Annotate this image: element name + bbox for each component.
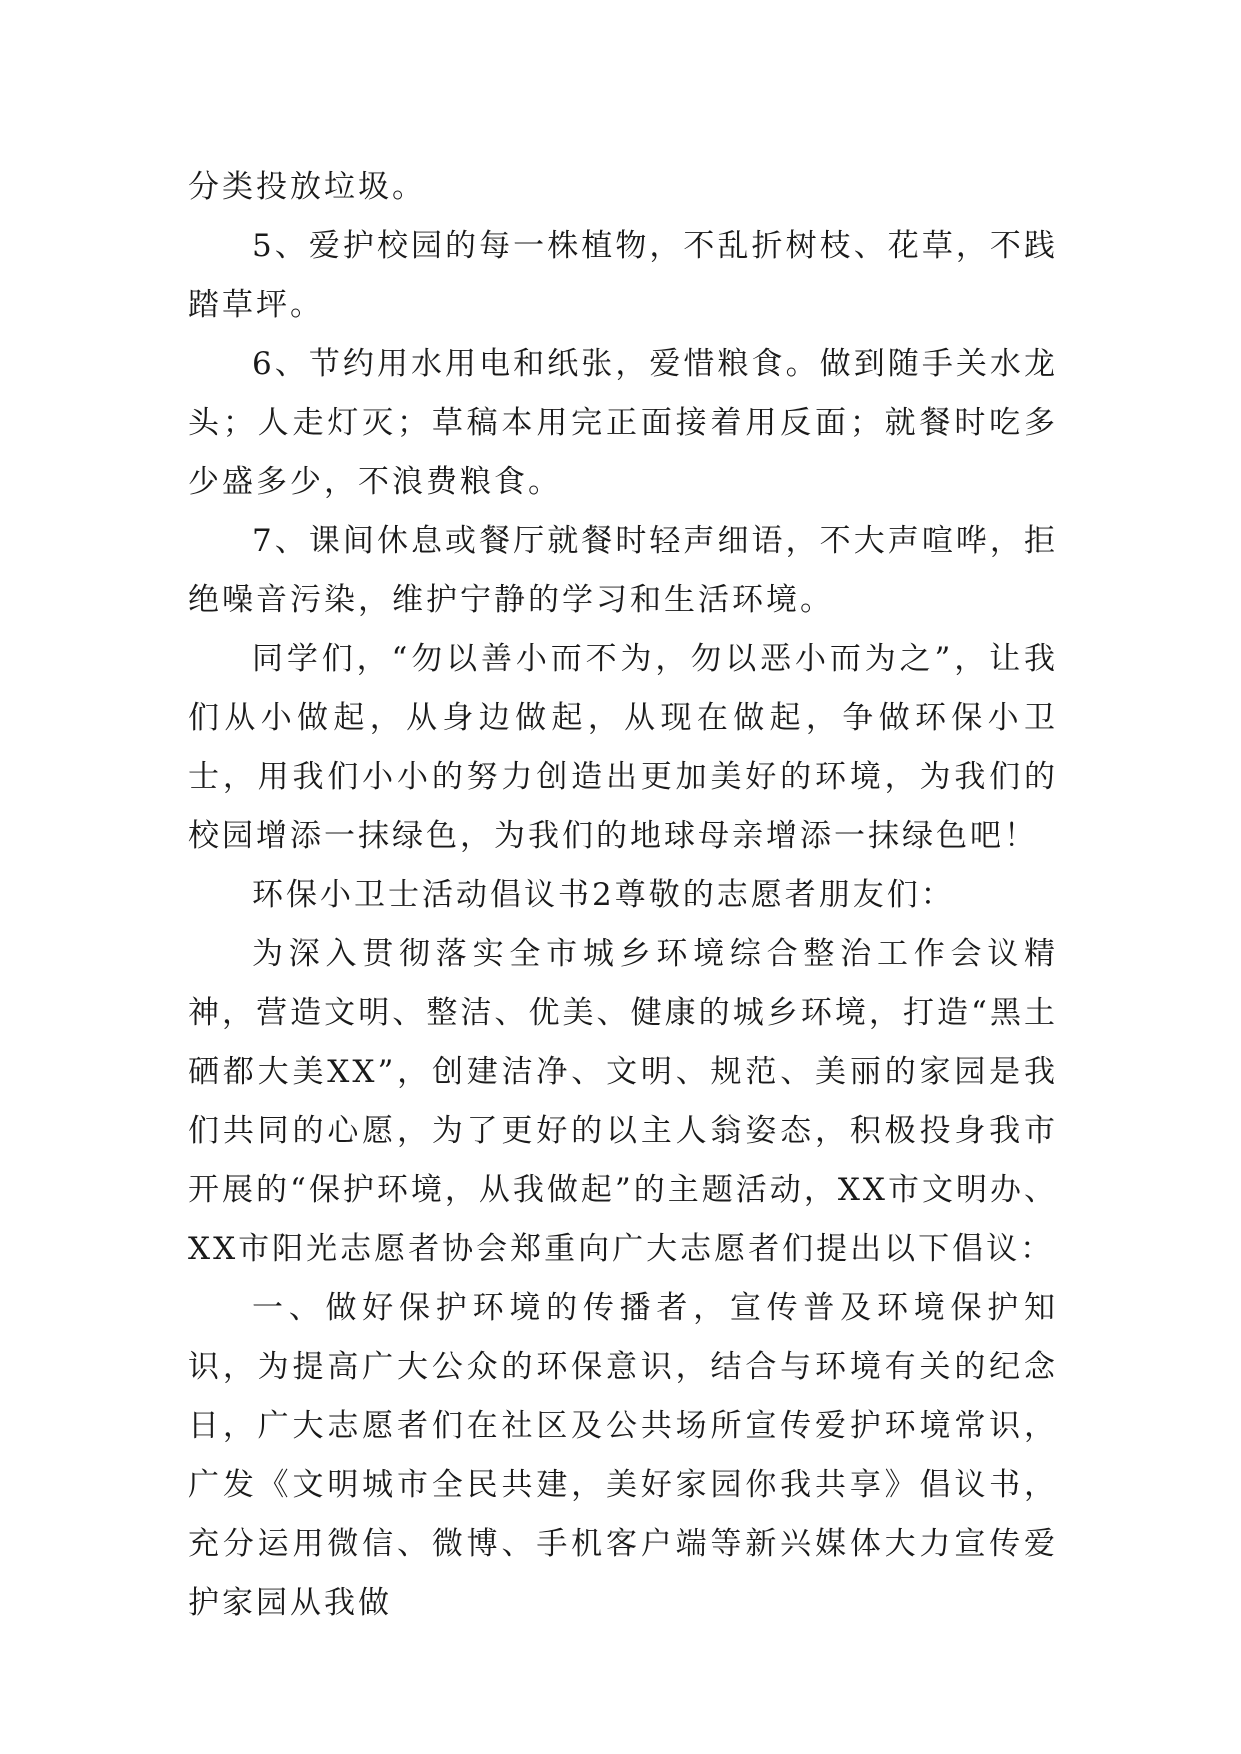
document-body — [188, 158, 1058, 1633]
paragraph-7: 为深入贯彻落实全市城乡环境综合整治工作会议精神，营造文明、整洁、优美、健康的城乡环境，打造“黑土硒都大美XX”，创建洁净、文明、规范、美丽的家园是我们共同的心愿，为了更好的以主人翁姿态，积极投身我市开展的“保护环境，从我做起”的主题活动，XX市文明办、XX市阳光志愿者协会郑重向广大志愿者们提出以下倡议： — [188, 936, 1058, 1267]
paragraph-4: 7、课间休息或餐厅就餐时轻声细语，不大声喧哗，拒绝噪音污染，维护宁静的学习和生活环境。 — [188, 523, 1058, 618]
paragraph-8: 一、做好保护环境的传播者，宣传普及环境保护知识，为提高广大公众的环保意识，结合与环境有关的纪念日，广大志愿者们在社区及公共场所宣传爱护环境常识，广发《文明城市全民共建，美好家园你我共享》倡议书，充分运用微信、微博、手机客户端等新兴媒体大力宣传爱护家园从我做 — [188, 1290, 1058, 1621]
paragraph-1: 分类投放垃圾。 — [188, 169, 426, 205]
paragraph-3: 6、节约用水用电和纸张，爱惜粮食。做到随手关水龙头；人走灯灭；草稿本用完正面接着用反面；就餐时吃多少盛多少，不浪费粮食。 — [188, 346, 1058, 500]
paragraph-6: 环保小卫士活动倡议书2尊敬的志愿者朋友们： — [252, 877, 955, 913]
paragraph-5: 同学们，“勿以善小而不为，勿以恶小而为之”，让我们从小做起，从身边做起，从现在做起，争做环保小卫士，用我们小小的努力创造出更加美好的环境，为我们的校园增添一抹绿色，为我们的地球母亲增添一抹绿色吧！ — [188, 641, 1058, 854]
paragraph-2: 5、爱护校园的每一株植物，不乱折树枝、花草，不践踏草坪。 — [188, 228, 1058, 323]
